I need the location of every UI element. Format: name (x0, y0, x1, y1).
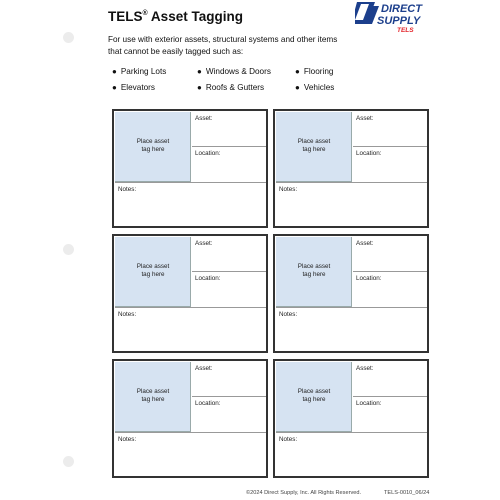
tag-placement-area: Place asset tag here (276, 362, 352, 432)
bullet-icon: ● (197, 67, 202, 76)
tag-placement-area: Place asset tag here (276, 237, 352, 307)
bullet-icon: ● (112, 83, 117, 92)
logo-text-direct: DIRECT (381, 3, 422, 15)
location-field[interactable] (353, 147, 427, 182)
direct-supply-logo (355, 0, 445, 34)
notes-field[interactable] (276, 182, 427, 226)
examples-list (112, 67, 342, 99)
list-item: ● Windows & Doors (197, 67, 271, 76)
asset-tag-card-1 (112, 109, 268, 228)
tag-placement-area: Place asset tag here (276, 112, 352, 182)
asset-label: Asset: (195, 240, 213, 247)
location-label: Location: (195, 400, 221, 407)
list-item: ● Roofs & Gutters (197, 83, 265, 92)
asset-label: Asset: (356, 240, 374, 247)
location-field[interactable] (353, 272, 427, 307)
list-item: ● Flooring (295, 67, 334, 76)
footer-doc-id: TELS-0010_06/24 (384, 490, 430, 496)
notes-field[interactable] (276, 307, 427, 351)
asset-field[interactable] (353, 362, 427, 397)
notes-field[interactable] (115, 182, 266, 226)
page-title (108, 9, 243, 24)
asset-label: Asset: (356, 365, 374, 372)
asset-tag-card-5 (112, 359, 268, 478)
asset-field[interactable] (192, 237, 266, 272)
list-item: ● Elevators (112, 83, 155, 92)
notes-label: Notes: (279, 436, 298, 443)
bullet-icon: ● (295, 67, 300, 76)
logo-text-tels: TELS (397, 27, 414, 34)
notes-label: Notes: (118, 436, 137, 443)
asset-label: Asset: (195, 115, 213, 122)
asset-label: Asset: (195, 365, 213, 372)
location-label: Location: (195, 275, 221, 282)
asset-label: Asset: (356, 115, 374, 122)
footer-copyright: ©2024 Direct Supply, Inc. All Rights Reserved. (246, 490, 362, 496)
bullet-icon: ● (112, 67, 117, 76)
location-label: Location: (356, 275, 382, 282)
tag-placement-area: Place asset tag here (115, 112, 191, 182)
tag-placement-area: Place asset tag here (115, 362, 191, 432)
location-field[interactable] (192, 272, 266, 307)
location-label: Location: (356, 400, 382, 407)
tag-placement-area: Place asset tag here (115, 237, 191, 307)
asset-tag-card-2 (273, 109, 429, 228)
title-main: TELS (108, 9, 143, 24)
notes-field[interactable] (115, 307, 266, 351)
intro-line-1: For use with exterior assets, structural systems and other items (108, 35, 338, 44)
binder-hole-middle (63, 244, 74, 255)
binder-hole-top (63, 32, 74, 43)
logo-text-supply: SUPPLY (377, 15, 421, 27)
location-field[interactable] (192, 147, 266, 182)
intro-line-2: that cannot be easily tagged such as: (108, 47, 244, 56)
bullet-icon: ● (197, 83, 202, 92)
title-rest: Asset Tagging (147, 9, 243, 24)
bullet-icon: ● (295, 83, 300, 92)
asset-tag-card-3 (112, 234, 268, 353)
registered-mark: ® (142, 10, 148, 17)
direct-supply-logo-mark-icon (355, 0, 445, 34)
binder-hole-bottom (63, 456, 74, 467)
asset-tag-card-6 (273, 359, 429, 478)
notes-label: Notes: (279, 186, 298, 193)
notes-label: Notes: (279, 311, 298, 318)
location-label: Location: (195, 150, 221, 157)
list-item: ● Vehicles (295, 83, 335, 92)
list-item: ● Parking Lots (112, 67, 167, 76)
asset-field[interactable] (353, 237, 427, 272)
asset-field[interactable] (192, 112, 266, 147)
notes-field[interactable] (276, 432, 427, 476)
location-field[interactable] (192, 397, 266, 432)
asset-field[interactable] (192, 362, 266, 397)
notes-label: Notes: (118, 311, 137, 318)
location-field[interactable] (353, 397, 427, 432)
location-label: Location: (356, 150, 382, 157)
asset-field[interactable] (353, 112, 427, 147)
notes-field[interactable] (115, 432, 266, 476)
asset-tag-card-4 (273, 234, 429, 353)
intro-text (108, 34, 348, 58)
notes-label: Notes: (118, 186, 137, 193)
